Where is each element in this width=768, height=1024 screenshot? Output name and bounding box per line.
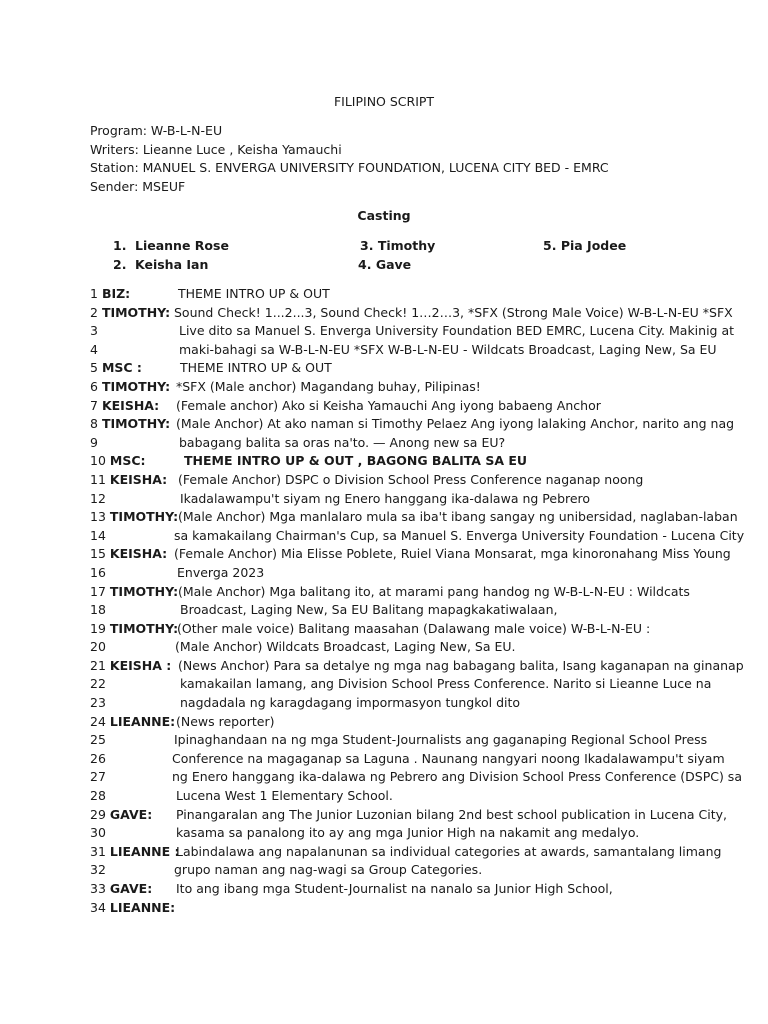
line-number: 19 (90, 620, 106, 636)
line-number: 17 (90, 583, 106, 599)
dialogue-text: THEME INTRO UP & OUT , BAGONG BALITA SA EU (184, 453, 528, 469)
cast-member (360, 238, 435, 253)
dialogue-text: Lucena West 1 Elementary School. (176, 788, 393, 804)
cast-number: 4. (358, 257, 372, 272)
dialogue-text: Live dito sa Manuel S. Enverga University Foundation BED EMRC, Lucena City. Makinig at (179, 323, 735, 339)
program-line: Program: W-B-L-N-EU (90, 123, 223, 138)
line-number: 1 (90, 286, 98, 301)
dialogue-text: (Other male voice) Balitang maasahan (Dalawang male voice) W-B-L-N-EU : (177, 620, 651, 636)
script-line (90, 675, 712, 694)
speaker-label: KEISHA: (101, 397, 160, 413)
cast-member (113, 257, 208, 272)
line-number: 32 (90, 862, 106, 878)
speaker-label: TIMOTHY: (109, 620, 179, 636)
cast-number: 2. (113, 257, 127, 272)
script-line (90, 341, 717, 360)
script-line (90, 415, 735, 434)
line-number: 20 (90, 639, 106, 655)
script-line (90, 861, 690, 880)
speaker-label: MSC: (109, 453, 146, 469)
speaker-label: TIMOTHY: (109, 583, 179, 599)
line-number: 25 (90, 732, 106, 748)
dialogue-text: Sound Check! 1...2...3, Sound Check! 1…2…3, *SFX (Strong Male Voice) W-B-L-N-EU *SFX (174, 304, 733, 320)
script-line (90, 787, 690, 806)
script-body (90, 285, 745, 917)
sender-line: Sender: MSEUF (90, 178, 186, 194)
line-number: 15 (90, 546, 106, 562)
station-line: Station: MANUEL S. ENVERGA UNIVERSITY FOUNDATION, LUCENA CITY BED - EMRC (90, 160, 609, 176)
dialogue-text: (Female Anchor) Mia Elisse Poblete, Ruiel Viana Monsarat, mga kinoronahang Miss Young (174, 546, 731, 562)
dialogue-text: nagdadala ng karagdagang impormasyon tungkol dito (180, 695, 521, 711)
line-number: 18 (90, 602, 106, 618)
line-number: 11 (90, 471, 106, 487)
script-line (90, 359, 690, 378)
dialogue-text: THEME INTRO UP & OUT (178, 286, 330, 301)
script-line (90, 880, 690, 899)
script-line (90, 434, 690, 453)
dialogue-text: (Male Anchor) Mga manlalaro mula sa iba't ibang sangay ng unibersidad, naglaban-laban (178, 509, 738, 525)
script-line (90, 731, 708, 750)
script-line (90, 545, 731, 564)
dialogue-text: Labindalawa ang napalanunan sa individual categories at awards, samantalang limang (176, 843, 722, 859)
dialogue-text: ng Enero hanggang ika-dalawa ng Pebrero ang Division School Press Conference (DSPC) sa (172, 769, 742, 785)
script-line (90, 471, 690, 490)
line-number: 31 (90, 843, 106, 859)
dialogue-text: Conference na magaganap sa Laguna . Naunang nangyari noong Ikadalawampu't siyam (172, 750, 725, 766)
dialogue-text: Pinangaralan ang The Junior Luzonian bilang 2nd best school publication in Lucena City, (176, 806, 727, 822)
dialogue-text: (News Anchor) Para sa detalye ng mga nag babagang balita, Isang kaganapan na ginanap (178, 657, 744, 673)
cast-name: Gave (375, 257, 412, 272)
line-number: 7 (90, 397, 98, 413)
script-line (90, 638, 690, 657)
script-line (90, 899, 690, 918)
dialogue-text: Broadcast, Laging New, Sa EU Balitang mapagkakatiwalaan, (180, 602, 558, 618)
speaker-label: KEISHA: (109, 546, 168, 562)
line-number: 33 (90, 881, 106, 896)
cast-number: 5. (543, 238, 557, 253)
script-line (90, 824, 690, 843)
script-line (90, 452, 690, 471)
dialogue-text: (News reporter) (176, 713, 275, 729)
speaker-label: TIMOTHY: (101, 304, 171, 320)
cast-name: Pia Jodee (560, 238, 627, 253)
cast-name: Timothy (377, 238, 436, 253)
speaker-label: TIMOTHY: (101, 378, 171, 394)
dialogue-text: (Female Anchor) DSPC o Division School Press Conference naganap noong (178, 471, 644, 487)
line-number: 30 (90, 825, 106, 841)
line-number: 29 (90, 806, 106, 822)
dialogue-text: *SFX (Male anchor) Magandang buhay, Pilipinas! (176, 378, 481, 394)
dialogue-text: sa kamakailang Chairman's Cup, sa Manuel S. Enverga University Foundation - Lucena City (174, 527, 745, 543)
document-title: FILIPINO SCRIPT (333, 94, 435, 109)
dialogue-text: kamakailan lamang, ang Division School Press Conference. Narito si Lieanne Luce na (180, 676, 712, 692)
script-line (90, 620, 690, 639)
script-line (90, 713, 690, 732)
line-number: 3 (90, 323, 98, 339)
line-number: 28 (90, 788, 106, 804)
script-line (90, 508, 738, 527)
line-number: 27 (90, 769, 106, 785)
line-number: 23 (90, 695, 106, 711)
script-line (90, 843, 722, 862)
script-line (90, 304, 733, 323)
speaker-label: BIZ: (101, 286, 131, 301)
script-line (90, 806, 727, 825)
line-number: 34 (90, 899, 106, 915)
speaker-label: LIEANNE: (109, 899, 176, 915)
script-line (90, 768, 742, 787)
line-number: 4 (90, 341, 98, 357)
dialogue-text: babagang balita sa oras na'to. — Anong new sa EU? (179, 434, 506, 450)
cast-name: Lieanne Rose (135, 238, 229, 253)
script-line (90, 490, 690, 509)
line-number: 14 (90, 527, 106, 543)
cast-number: 3. (360, 238, 374, 253)
cast-name: Keisha Ian (135, 257, 209, 272)
dialogue-text: maki-bahagi sa W-B-L-N-EU *SFX W-B-L-N-EU - Wildcats Broadcast, Laging New, Sa EU (179, 341, 717, 357)
dialogue-text: Enverga 2023 (177, 564, 265, 580)
speaker-label: GAVE: (109, 881, 153, 896)
speaker-label: TIMOTHY: (109, 509, 179, 525)
speaker-label: KEISHA : (109, 657, 172, 673)
line-number: 6 (90, 378, 98, 394)
script-line (90, 750, 725, 769)
script-line (90, 397, 690, 416)
script-line (90, 601, 690, 620)
script-line (90, 657, 744, 676)
dialogue-text: Ikadalawampu't siyam ng Enero hanggang ika-dalawa ng Pebrero (180, 490, 591, 506)
dialogue-text: (Female anchor) Ako si Keisha Yamauchi Ang iyong babaeng Anchor (176, 397, 601, 413)
dialogue-text: THEME INTRO UP & OUT (180, 360, 332, 376)
line-number: 8 (90, 416, 98, 432)
line-number: 24 (90, 713, 106, 729)
speaker-label: TIMOTHY: (101, 416, 171, 432)
script-line (90, 527, 745, 546)
dialogue-text: (Male Anchor) Wildcats Broadcast, Laging New, Sa EU. (175, 639, 516, 655)
cast-number: 1. (113, 238, 127, 253)
cast-member (358, 257, 411, 272)
line-number: 9 (90, 434, 98, 450)
cast-member (113, 238, 229, 253)
script-line (90, 564, 690, 583)
dialogue-text: Ipinaghandaan na ng mga Student-Journalists ang gaganaping Regional School Press (174, 732, 708, 748)
script-line (90, 285, 690, 304)
speaker-label: GAVE: (109, 806, 153, 822)
line-number: 2 (90, 304, 98, 320)
dialogue-text: (Male Anchor) Mga balitang ito, at marami pang handog ng W-B-L-N-EU : Wildcats (178, 583, 690, 599)
casting-heading: Casting (357, 208, 411, 223)
line-number: 16 (90, 564, 106, 580)
script-line (90, 694, 690, 713)
writers-line: Writers: Lieanne Luce , Keisha Yamauchi (90, 141, 342, 157)
cast-member (543, 238, 626, 253)
line-number: 13 (90, 509, 106, 525)
line-number: 5 (90, 360, 98, 376)
line-number: 12 (90, 490, 106, 506)
program-info (90, 122, 609, 196)
line-number: 22 (90, 676, 106, 692)
speaker-label: LIEANNE: (109, 713, 176, 729)
dialogue-text: Ito ang ibang mga Student-Journalist na nanalo sa Junior High School, (176, 881, 613, 896)
dialogue-text: (Male Anchor) At ako naman si Timothy Pelaez Ang iyong lalaking Anchor, narito ang nag (176, 416, 735, 432)
dialogue-text: grupo naman ang nag-wagi sa Group Categories. (174, 862, 483, 878)
line-number: 26 (90, 750, 106, 766)
script-line (90, 583, 690, 602)
line-number: 21 (90, 657, 106, 673)
script-line (90, 378, 690, 397)
speaker-label: LIEANNE : (109, 843, 180, 859)
speaker-label: KEISHA: (109, 471, 168, 487)
script-line (90, 322, 735, 341)
speaker-label: MSC : (101, 360, 142, 376)
dialogue-text: kasama sa panalong ito ay ang mga Junior High na nakamit ang medalyo. (176, 825, 640, 841)
line-number: 10 (90, 453, 106, 469)
